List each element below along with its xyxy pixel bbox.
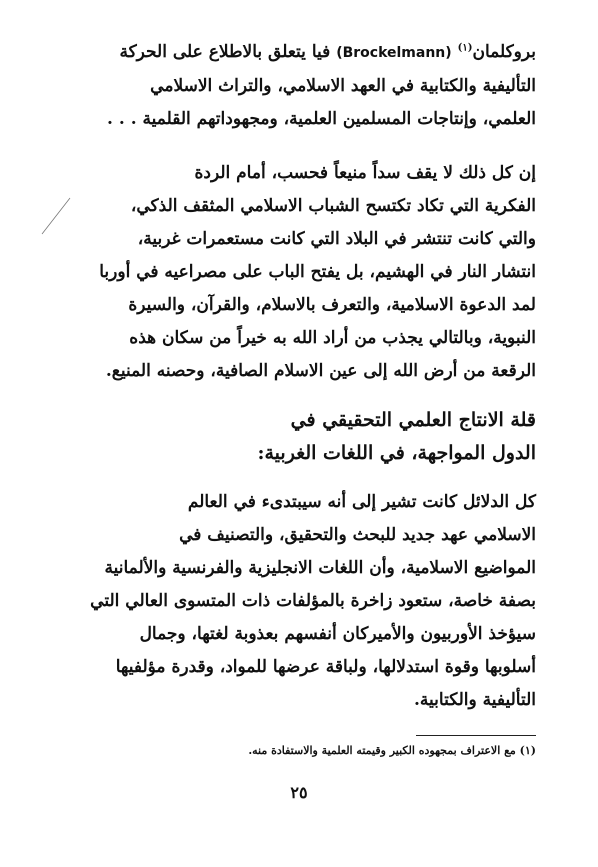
paragraph-intellectual-apostasy [74, 157, 536, 388]
paragraph-brockelmann [74, 36, 536, 136]
paragraph-line: أسلوبها وقوة استدلالها، ولباقة عرضها للمواد، وقدرة مؤلفيها [115, 657, 536, 677]
paragraph-line: الرقعة من أرض الله إلى عين الاسلام الصافية، وحصنه المنيع. [105, 361, 536, 381]
paragraph-line: بصفة خاصة، ستعود زاخرة بالمؤلفات ذات المتسوى العالي التي [90, 591, 536, 611]
heading-line: الدول المواجهة، في اللغات الغربية: [257, 442, 536, 464]
paragraph-line: التأليفية والكتابية. [414, 690, 536, 710]
paragraph-line: النبوية، وبالتالي يجذب من أراد الله به خيراً من سكان هذه [129, 328, 536, 348]
brockelmann-arabic: بروكلمان [472, 42, 536, 62]
paragraph-line: سيؤخذ الأوربيون والأميركان أنفسهم بعذوبة لغتها، وجمال [139, 624, 536, 644]
footnote-divider [416, 735, 536, 736]
paragraph-line-rest: فيا يتعلق بالاطلاع على الحركة [119, 42, 331, 62]
paragraph-line: انتشار النار في الهشيم، بل يفتح الباب على مصراعيه في أوربا [99, 262, 536, 282]
paragraph-line: الاسلامي عهد جديد للبحث والتحقيق، والتصنيف في [179, 525, 536, 545]
paragraph-line: كل الدلائل كانت تشير إلى أنه سيبتدىء في العالم [187, 492, 536, 512]
paragraph-line: والتي كانت تنتشر في البلاد التي كانت مستعمرات غربية، [137, 229, 536, 249]
paragraph-line: التأليفية والكتابية في العهد الاسلامي، والتراث الاسلامي [150, 76, 536, 96]
paragraph-line: العلمي، وإنتاجات المسلمين العلمية، ومجهوداتهم القلمية . . . [107, 109, 536, 129]
paragraph-line: لمد الدعوة الاسلامية، والتعرف بالاسلام، والقرآن، والسيرة [128, 295, 536, 315]
margin-pen-mark [40, 196, 72, 236]
heading-line: قلة الانتاج العلمي التحقيقي في [290, 409, 536, 431]
footnote: (١) مع الاعتراف بمجهوده الكبير وقيمته العلمية والاستفادة منه. [248, 744, 536, 757]
page-number: ٢٥ [290, 783, 308, 802]
paragraph-line: إن كل ذلك لا يقف سداً منيعاً فحسب، أمام الردة [194, 163, 536, 183]
paragraph-line: الفكرية التي تكاد تكتسح الشباب الاسلامي المثقف الذكي، [130, 196, 536, 216]
paragraph-evidence [74, 486, 536, 717]
paragraph-line: المواضيع الاسلامية، وأن اللغات الانجليزية والفرنسية والألمانية [104, 558, 536, 578]
section-heading [74, 404, 536, 470]
brockelmann-latin: (Brockelmann) [336, 45, 452, 61]
footnote-reference: (١) [457, 42, 473, 54]
paragraph-line [74, 36, 536, 70]
